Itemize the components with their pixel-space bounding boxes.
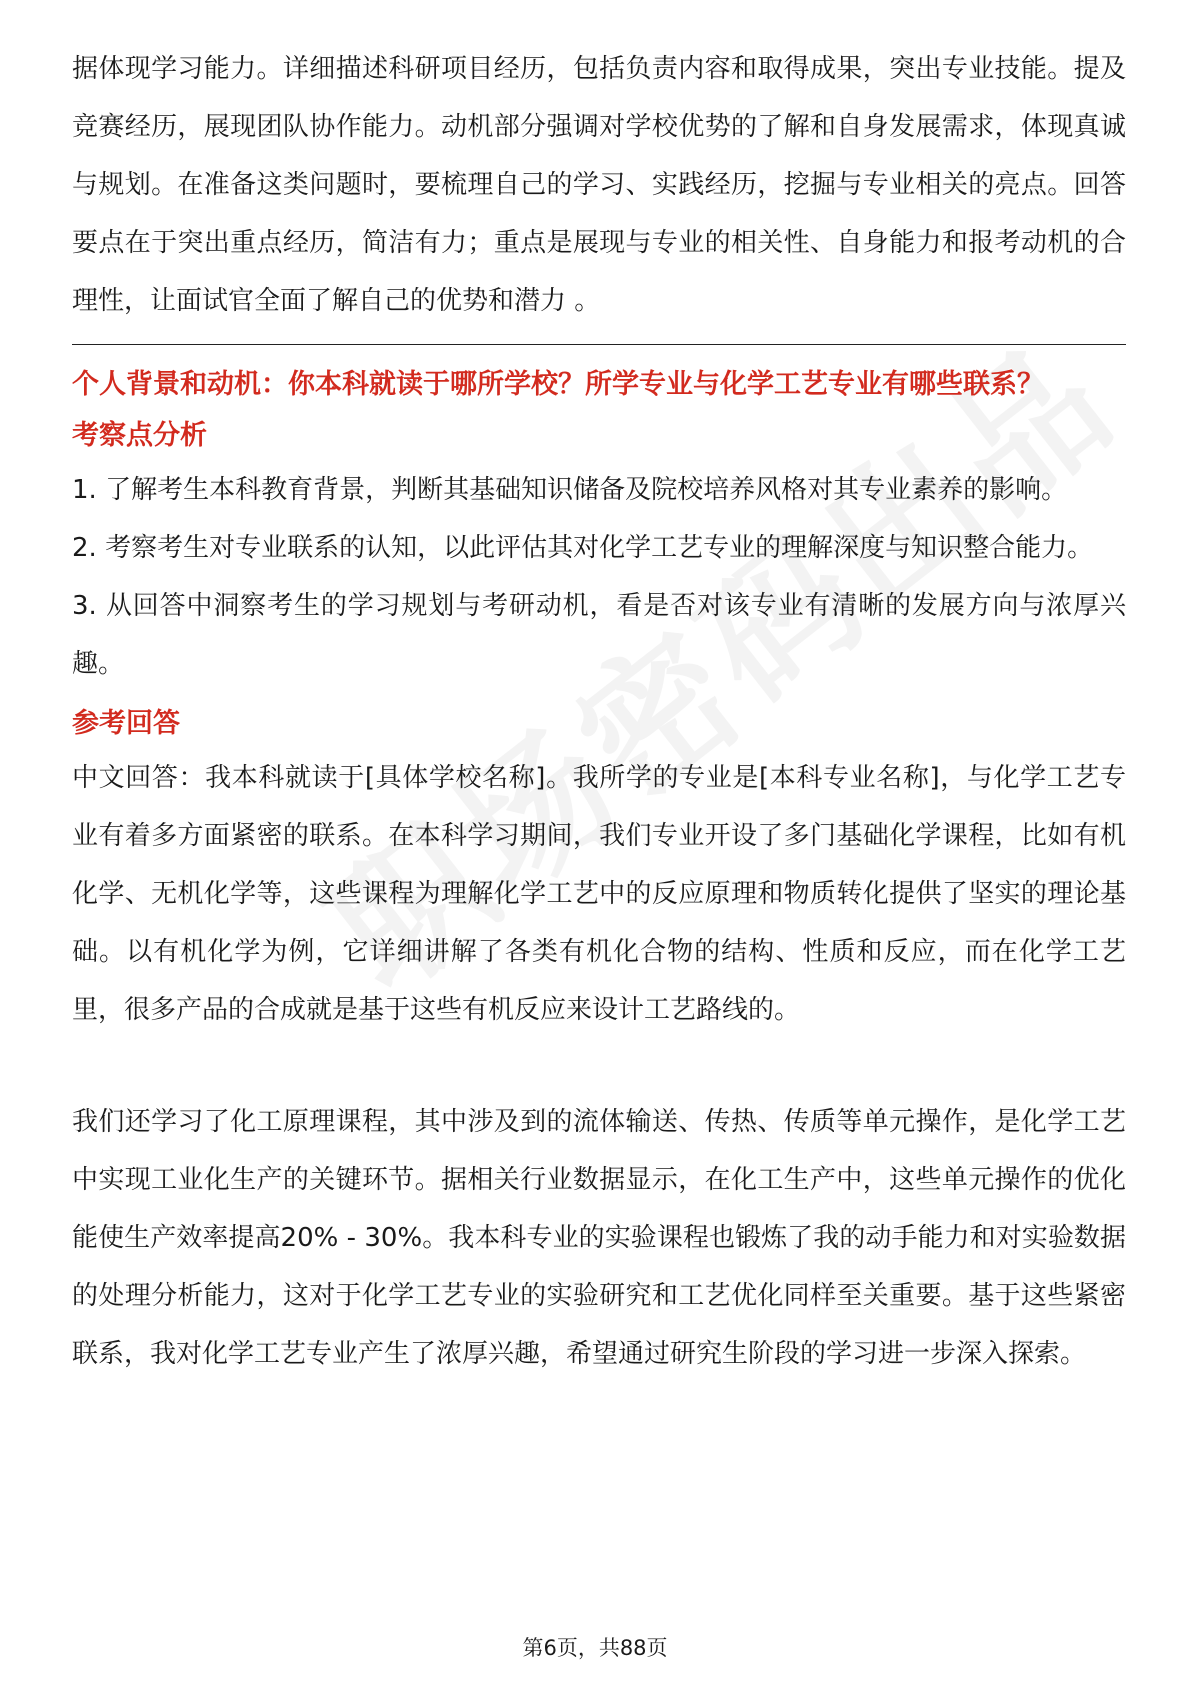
document-page bbox=[72, 40, 1126, 1383]
analysis-heading: 考察点分析 bbox=[72, 420, 207, 451]
question-title: 个人背景和动机：你本科就读于哪所学校？所学专业与化学工艺专业有哪些联系？ bbox=[72, 369, 1044, 400]
answer-heading: 参考回答 bbox=[72, 708, 180, 739]
page-footer: 第6页，共88页 bbox=[522, 1636, 668, 1660]
answer-paragraph: 我们还学习了化工原理课程，其中涉及到的流体输送、传热、传质等单元操作，是化学工艺中实现工业化生产的关键环节。据相关行业数据显示，在化工生产中，这些单元操作的优化能使生产效率提高20% - 30%。我本科专业的实验课程也锻炼了我的动手能力和对实验数据的处理分析能力，这对于化学工艺专业的实验研究和工艺优化同样至关重要。基于这些紧密联系，我对化学工艺专业产生了浓厚兴趣，希望通过研究生阶段的学习进一步深入探索。 bbox=[72, 1107, 1126, 1369]
paragraph-gap bbox=[72, 1039, 1126, 1093]
intro-paragraph: 据体现学习能力。详细描述科研项目经历，包括负责内容和取得成果，突出专业技能。提及竞赛经历，展现团队协作能力。动机部分强调对学校优势的了解和自身发展需求，体现真诚与规划。在准备这类问题时，要梳理自己的学习、实践经历，挖掘与专业相关的亮点。回答要点在于突出重点经历，简洁有力；重点是展现与专业的相关性、自身能力和报考动机的合理性，让面试官全面了解自己的优势和潜力 。 bbox=[72, 54, 1126, 316]
analysis-point: 3. 从回答中洞察考生的学习规划与考研动机，看是否对该专业有清晰的发展方向与浓厚兴趣。 bbox=[72, 591, 1126, 679]
section-divider bbox=[72, 344, 1126, 345]
answer-paragraph: 中文回答：我本科就读于[具体学校名称]。我所学的专业是[本科专业名称]，与化学工艺专业有着多方面紧密的联系。在本科学习期间，我们专业开设了多门基础化学课程，比如有机化学、无机化学等，这些课程为理解化学工艺中的反应原理和物质转化提供了坚实的理论基础。以有机化学为例，它详细讲解了各类有机化合物的结构、性质和反应，而在化学工艺里，很多产品的合成就是基于这些有机反应来设计工艺路线的。 bbox=[72, 763, 1126, 1025]
analysis-point: 1. 了解考生本科教育背景，判断其基础知识储备及院校培养风格对其专业素养的影响。 bbox=[72, 475, 1068, 505]
analysis-point: 2. 考察考生对专业联系的认知，以此评估其对化学工艺专业的理解深度与知识整合能力。 bbox=[72, 533, 1094, 563]
